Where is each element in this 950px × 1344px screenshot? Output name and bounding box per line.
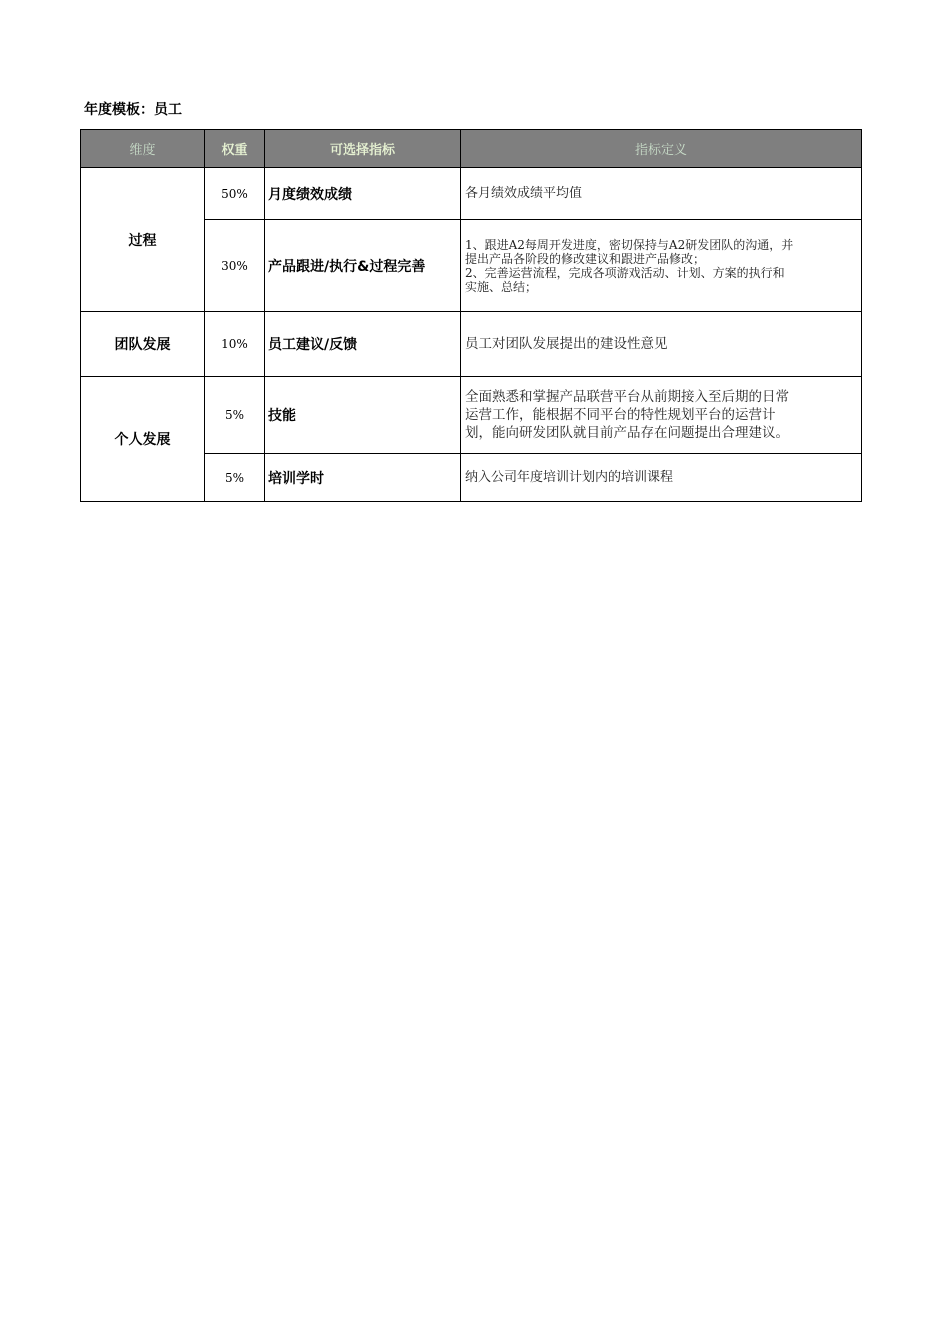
definition-line: 员工对团队发展提出的建设性意见 (465, 336, 668, 352)
definition-cell (461, 168, 862, 220)
indicator-cell: 技能 (265, 377, 461, 454)
indicator-cell: 月度绩效成绩 (265, 168, 461, 220)
dimension-cell: 过程 (81, 168, 205, 312)
definition-cell (461, 377, 862, 454)
definition-cell (461, 454, 862, 502)
dimension-cell: 个人发展 (81, 377, 205, 502)
indicator-cell: 产品跟进/执行&过程完善 (265, 220, 461, 312)
indicator-cell: 员工建议/反馈 (265, 312, 461, 377)
header-dimension: 维度 (81, 130, 205, 168)
definition-line: 1、跟进A2每周开发进度，密切保持与A2研发团队的沟通，并 (465, 237, 794, 252)
header-definition: 指标定义 (461, 130, 862, 168)
definition-line: 全面熟悉和掌握产品联营平台从前期接入至后期的日常 (465, 389, 789, 405)
definition-line: 各月绩效成绩平均值 (465, 185, 583, 201)
dimension-cell: 团队发展 (81, 312, 205, 377)
definition-line: 提出产品各阶段的修改建议和跟进产品修改； (465, 251, 706, 266)
weight-cell: 5% (205, 454, 265, 502)
weight-cell: 5% (205, 377, 265, 454)
definition-line: 2、完善运营流程，完成各项游戏活动、计划、方案的执行和 (465, 265, 785, 280)
indicator-cell: 培训学时 (265, 454, 461, 502)
definition-line: 纳入公司年度培训计划内的培训课程 (465, 469, 674, 485)
definition-cell (461, 312, 862, 377)
definition-cell (461, 220, 862, 312)
header-weight: 权重 (205, 130, 265, 168)
table-header-row (81, 130, 862, 168)
definition-line: 运营工作，能根据不同平台的特性规划平台的运营计 (465, 407, 776, 423)
header-indicator: 可选择指标 (265, 130, 461, 168)
page-title: 年度模板：员工 (84, 102, 182, 118)
table-row (81, 377, 862, 454)
weight-cell: 50% (205, 168, 265, 220)
definition-line: 划，能向研发团队就目前产品存在问题提出合理建议。 (465, 425, 789, 441)
table-row (81, 312, 862, 377)
weight-cell: 30% (205, 220, 265, 312)
definition-line: 实施、总结； (465, 279, 538, 294)
kpi-table (80, 129, 862, 502)
weight-cell: 10% (205, 312, 265, 377)
table-row (81, 168, 862, 220)
